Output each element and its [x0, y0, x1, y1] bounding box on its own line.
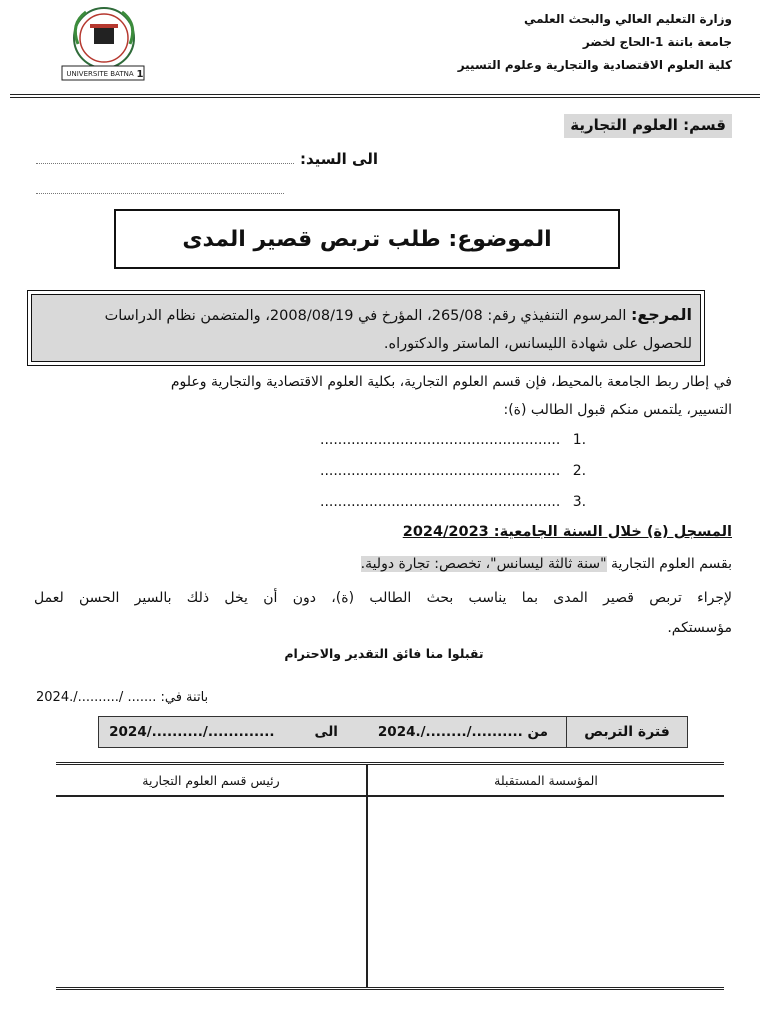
university-name: جامعة باتنة 1-الحاج لخضر — [582, 35, 732, 49]
period-range — [99, 717, 566, 747]
addressee-line-1 — [36, 163, 294, 164]
student-num-2: 2. — [572, 463, 587, 479]
student-item-3 — [320, 494, 586, 510]
student-num-1: 1. — [572, 432, 587, 448]
date-line: باتنة في: ....... /........../.2024 — [36, 690, 209, 705]
reference-label: المرجع: — [630, 305, 692, 324]
program-highlight: "سنة ثالثة ليسانس"، تخصص: تجارة دولية. — [360, 556, 607, 572]
svg-text:1: 1 — [136, 69, 144, 80]
department-head-header: رئيس قسم العلوم التجارية — [56, 765, 366, 797]
reference-line-2: للحصول على شهادة الليسانس، الماستر والدكتوراه. — [383, 336, 692, 352]
program-prefix: بقسم العلوم التجارية — [611, 556, 732, 572]
period-from: من ........../......../.2024 — [377, 724, 548, 740]
student-dots-2: ...................................................... — [320, 463, 561, 479]
host-institution-header: المؤسسة المستقبلة — [368, 765, 724, 797]
university-logo — [60, 4, 148, 84]
subject-box — [114, 209, 620, 269]
intro-line-1: في إطار ربط الجامعة بالمحيط، فإن قسم العلوم التجارية، بكلية العلوم الاقتصادية والتجارية وعلوم — [170, 374, 732, 390]
host-signature-cell — [366, 765, 724, 987]
student-item-1 — [320, 432, 586, 448]
enrolled-year: المسجل (ة) خلال السنة الجامعية: 2024/2023 — [402, 524, 732, 540]
period-to-word: الى — [314, 724, 338, 740]
subject-text: الموضوع: طلب تربص قصير المدى — [182, 226, 552, 252]
department-head-signature-cell — [56, 765, 366, 987]
reference-content — [31, 294, 701, 362]
intro-line-2: التسيير، يلتمس منكم قبول الطالب (ة): — [503, 402, 732, 418]
student-dots-1: ...................................................... — [320, 432, 561, 448]
period-label: فترة التربص — [566, 717, 687, 747]
signature-table — [56, 762, 724, 990]
closing-text: تقبلوا منا فائق التقدير والاحترام — [284, 646, 484, 661]
svg-text:UNIVERSITE BATNA: UNIVERSITE BATNA — [66, 70, 134, 78]
purpose-line-2: مؤسستكم. — [667, 620, 732, 636]
addressee-line-2 — [36, 193, 284, 194]
student-item-2 — [320, 463, 586, 479]
reference-line-1: المرسوم التنفيذي رقم: 265/08، المؤرخ في 2008/08/19، والمتضمن نظام الدراسات — [104, 308, 627, 324]
header-divider-2 — [10, 97, 760, 98]
internship-period-table — [98, 716, 688, 748]
reference-box — [27, 290, 705, 366]
period-to: ............./........../2024 — [109, 724, 275, 740]
header-divider — [10, 94, 760, 95]
department-label: قسم: العلوم التجارية — [564, 114, 732, 138]
purpose-line-1: لإجراء تربص قصير المدى بما يناسب بحث الطالب (ة)، دون أن يخل ذلك بالسير الحسن لعمل — [34, 590, 732, 606]
student-dots-3: ...................................................... — [320, 494, 561, 510]
program-line — [361, 550, 732, 578]
addressee-label: الى السيد: — [300, 150, 378, 168]
ministry-name: وزارة التعليم العالي والبحث العلمي — [523, 12, 732, 26]
faculty-name: كلية العلوم الاقتصادية والتجارية وعلوم التسيير — [457, 58, 732, 72]
student-num-3: 3. — [572, 494, 587, 510]
